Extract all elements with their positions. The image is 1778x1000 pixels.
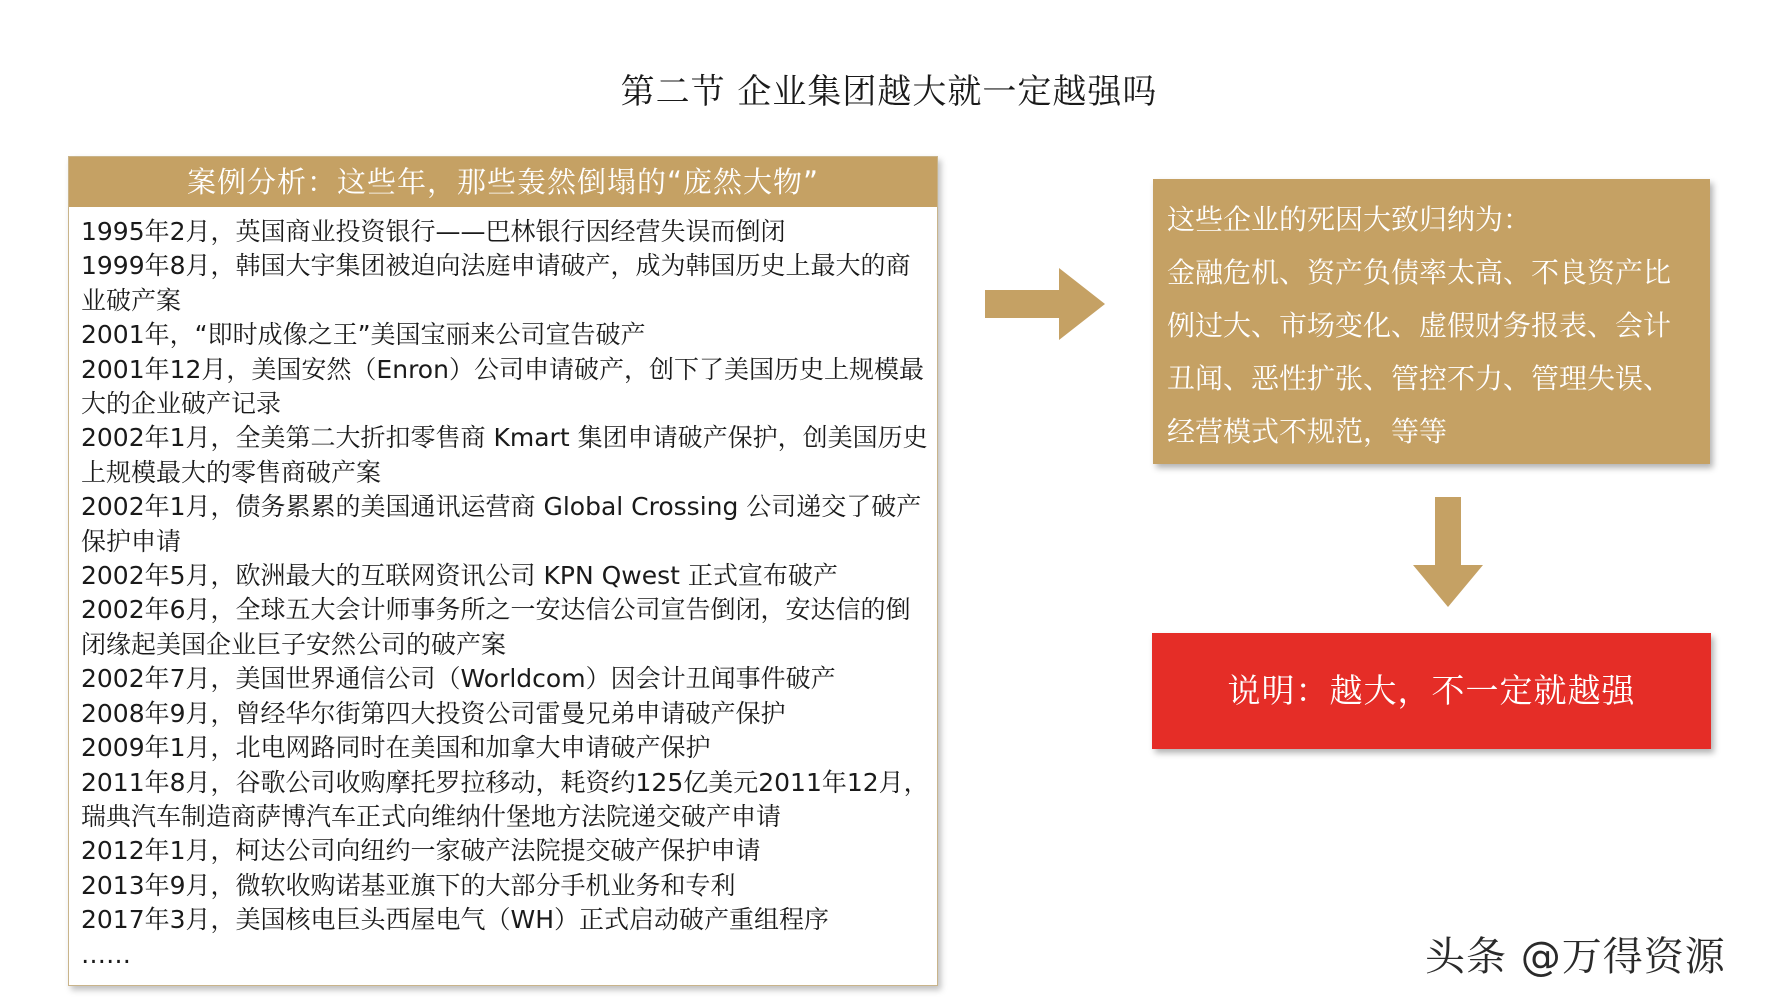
case-item: 2017年3月，美国核电巨头西屋电气（WH）正式启动破产重组程序 [81, 905, 830, 935]
case-item: 2009年1月，北电网路同时在美国和加拿大申请破产保护 [81, 733, 711, 763]
case-analysis-header: 案例分析：这些年，那些轰然倒塌的“庞然大物” [69, 157, 937, 207]
case-item: 2008年9月，曾经华尔街第四大投资公司雷曼兄弟申请破产保护 [81, 698, 786, 728]
case-item: 2002年1月，债务累累的美国通讯运营商 Global Crossing 公司递交了破产保护申请 [81, 492, 922, 556]
case-item: 1999年8月，韩国大宇集团被迫向法庭申请破产，成为韩国历史上最大的商业破产案 [81, 251, 911, 315]
case-item: 2001年，“即时成像之王”美国宝丽来公司宣告破产 [81, 320, 646, 350]
case-item: 2002年5月，欧洲最大的互联网资讯公司 KPN Qwest 正式宣布破产 [81, 561, 838, 591]
watermark: 头条 @万得资源 [1425, 934, 1726, 980]
arrow-right-icon [985, 268, 1105, 340]
causes-text: 金融危机、资产负债率太高、不良资产比例过大、市场变化、虚假财务报表、会计丑闻、恶性扩张、管控不力、管理失误、经营模式不规范，等等 [1167, 256, 1672, 448]
case-item: 2002年7月，美国世界通信公司（Worldcom）因会计丑闻事件破产 [81, 664, 836, 694]
case-item: 2013年9月，微软收购诺基亚旗下的大部分手机业务和专利 [81, 870, 736, 900]
page-title: 第二节 企业集团越大就一定越强吗 [620, 72, 1158, 112]
case-list [81, 215, 931, 972]
case-analysis-panel [68, 156, 938, 986]
arrow-down-icon [1413, 497, 1483, 607]
case-item: 2012年1月，柯达公司向纽约一家破产法院提交破产保护申请 [81, 836, 761, 866]
causes-box [1153, 179, 1710, 464]
case-item: 2011年8月，谷歌公司收购摩托罗拉移动，耗资约125亿美元2011年12月，瑞典汽车制造商萨博汽车正式向维纳什堡地方法院递交破产申请 [81, 767, 929, 831]
case-item: 2002年1月，全美第二大折扣零售商 Kmart 集团申请破产保护，创美国历史上规模最大的零售商破产案 [81, 423, 928, 487]
case-item: 2002年6月，全球五大会计师事务所之一安达信公司宣告倒闭，安达信的倒闭缘起美国企业巨子安然公司的破产案 [81, 595, 911, 659]
conclusion-box: 说明：越大，不一定就越强 [1152, 633, 1711, 749]
case-item: 2001年12月，美国安然（Enron）公司申请破产，创下了美国历史上规模最大的企业破产记录 [81, 354, 924, 419]
case-item-ellipsis: …… [81, 939, 131, 969]
causes-heading: 这些企业的死因大致归纳为： [1167, 203, 1532, 236]
case-item: 1995年2月，英国商业投资银行——巴林银行因经营失误而倒闭 [81, 217, 786, 246]
